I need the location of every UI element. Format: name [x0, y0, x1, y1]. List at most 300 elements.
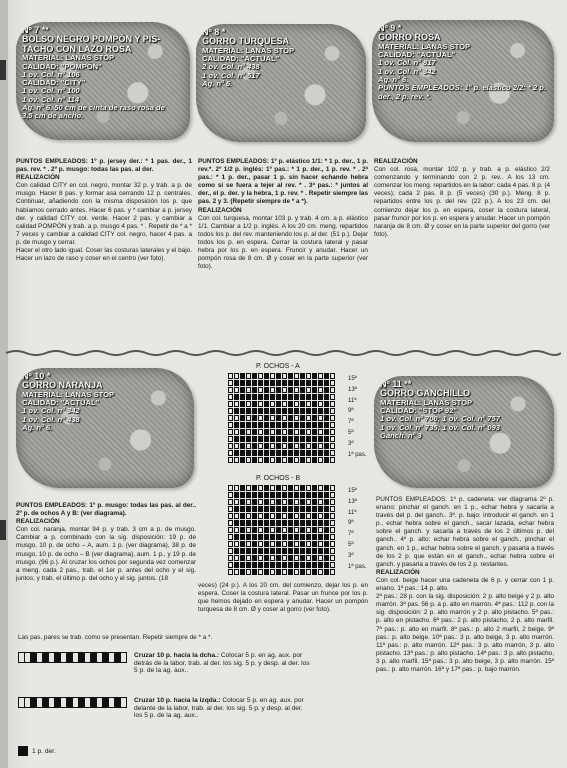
grid-cell	[306, 373, 311, 379]
grid-cell	[330, 394, 335, 400]
grid-cell	[246, 485, 251, 491]
grid-cell	[330, 408, 335, 414]
grid-cell	[294, 380, 299, 386]
grid-cell	[330, 443, 335, 449]
grid-cell	[264, 415, 269, 421]
grid-cell	[330, 555, 335, 561]
row-label: 7ª	[348, 419, 354, 426]
grid-cell	[318, 492, 323, 498]
grid-cell	[246, 527, 251, 533]
grid-cell	[318, 485, 323, 491]
grid-cell	[240, 548, 245, 554]
grid-cell	[228, 527, 233, 533]
grid-cell	[240, 422, 245, 428]
yarn-color: 1 ov. Col. nº 438	[22, 414, 80, 424]
grid-cell	[246, 555, 251, 561]
yarn-color: 1 ov. Col. nº 817	[378, 58, 436, 68]
yarn-color: 2 ov. Col. nº 438	[202, 62, 260, 72]
grid-cell	[294, 506, 299, 512]
legend-title: Cruzar 10 p. hacia la dcha.:	[134, 652, 220, 659]
decorative-separator	[6, 349, 561, 357]
grid-cell	[276, 569, 281, 575]
grid-cell	[276, 555, 281, 561]
legend-text: Colocar 5 p. en ag. aux. por delante de la labor, trab. al der. los sig. 5 p. y desp. al der. los 5 p. de la ag. aux..	[134, 697, 304, 720]
instructions-text: Con calidad CITY en col. negro, montar 32 p. y trab. a p. de musgo. Hacer 8 pas. y formar asa cerrando 12 p. centrales. Continuar, añadiendo con la misma disposición los p. que habíamos cerrado antes. Hacer 6 pas. y * cambiar a p. jersey der. y calidad CITY col. verde. Hacer 2 pas. y cambiar a calidad POMPÓN y trab. a p. musgo 4 pas. * . Repetir de * a * 7 veces y cambiar a calidad CITY col. negro, hacer 4 pas. a p. de musgo y cerrar.	[16, 182, 192, 246]
grid-cell	[294, 457, 299, 463]
grid-cell	[276, 534, 281, 540]
grid-cell	[312, 555, 317, 561]
grid-cell	[276, 422, 281, 428]
grid-cell	[252, 485, 257, 491]
grid-cell	[258, 373, 263, 379]
grid-cell	[264, 408, 269, 414]
yarn-quality: CALIDAD: "ACTUAL"	[378, 50, 456, 60]
grid-cell	[306, 429, 311, 435]
grid-cell	[312, 450, 317, 456]
grid-cell	[228, 401, 233, 407]
grid-cell	[276, 548, 281, 554]
grid-cell	[252, 534, 257, 540]
grid-cell	[246, 380, 251, 386]
grid-cell	[240, 534, 245, 540]
row-label: 1ª pas.	[348, 563, 367, 570]
yarn-color: 1 ov. Col. nº 106	[22, 69, 80, 79]
grid-cell	[306, 555, 311, 561]
grid-cell	[312, 387, 317, 393]
grid-cell	[294, 562, 299, 568]
grid-cell	[270, 548, 275, 554]
grid-cell	[264, 562, 269, 568]
grid-cell	[294, 429, 299, 435]
grid-cell	[288, 394, 293, 400]
grid-cell	[312, 548, 317, 554]
grid-cell	[276, 450, 281, 456]
grid-cell	[246, 401, 251, 407]
legend-cell	[67, 698, 72, 707]
stitches-used: PUNTOS EMPLEADOS: 1º p. elástico 2/2: * 2 p. der., 2 p. rev. *.	[378, 83, 547, 101]
grid-cell	[240, 513, 245, 519]
instructions-text: Con col. rosa, montar 102 p. y trab. a p. elástico 2/2 comenzando y terminando con 2 p. rev.. A los 13 cm. comenzar los meng. repartidos en la labor: cada 4 pas. 8 p. (4 veces); cada 2 pas. 8 p. (5 veces) (30 p.). Meng. 8 p. repartidos entre los p. del rev. (22 p.). A los 23 cm. del comienzo dejar los p. en espera, coser la costura lateral, pasar fruncir por los p. en espera y anudar. Hacer un pompón naranja de 8 cm. Ø y coser en la parte superior del gorro (ver foto).	[374, 166, 550, 238]
grid-cell	[324, 569, 329, 575]
grid-cell	[240, 457, 245, 463]
cross-right-legend	[134, 652, 310, 675]
needles: Ag. nº 6.	[22, 423, 53, 432]
grid-cell	[306, 569, 311, 575]
grid-cell	[276, 527, 281, 533]
legend-cell	[85, 698, 90, 707]
grid-cell	[246, 492, 251, 498]
material: MATERIAL: LANAS STOP	[22, 389, 115, 399]
grid-cell	[252, 569, 257, 575]
grid-cell	[246, 408, 251, 414]
grid-cell	[234, 541, 239, 547]
grid-cell	[312, 415, 317, 421]
section-heading: REALIZACIÓN	[16, 174, 60, 182]
pattern-title: GORRO GANCHILLO	[380, 388, 470, 399]
cross-left-symbol	[18, 697, 127, 708]
grid-cell	[294, 422, 299, 428]
grid-cell	[240, 527, 245, 533]
grid-cell	[288, 485, 293, 491]
grid-cell	[294, 373, 299, 379]
grid-cell	[252, 548, 257, 554]
grid-cell	[312, 429, 317, 435]
grid-cell	[300, 541, 305, 547]
grid-cell	[264, 499, 269, 505]
legend-cell	[31, 698, 36, 707]
row-label: 9ª	[348, 520, 354, 527]
grid-cell	[318, 506, 323, 512]
grid-cell	[228, 450, 233, 456]
grid-cell	[270, 436, 275, 442]
section-heading: REALIZACIÓN	[16, 518, 60, 526]
binding-mark	[0, 60, 6, 80]
grid-cell	[312, 408, 317, 414]
instructions-text: Hacer el otro lado igual. Coser las costuras laterales y el bajo. Hacer un lazo de raso y coser en el centro (ver foto).	[16, 247, 192, 263]
grid-cell	[264, 394, 269, 400]
grid-cell	[288, 429, 293, 435]
grid-cell	[312, 527, 317, 533]
grid-cell	[318, 401, 323, 407]
grid-cell	[282, 506, 287, 512]
grid-cell	[288, 513, 293, 519]
grid-cell	[258, 520, 263, 526]
grid-cell	[288, 555, 293, 561]
note-text: Las pas. pares se trab. como se presentan. Repetir siempre de * a *.	[18, 634, 213, 641]
grid-cell	[252, 387, 257, 393]
grid-cell	[234, 534, 239, 540]
grid-cell	[270, 422, 275, 428]
grid-cell	[330, 485, 335, 491]
material: MATERIAL: LANAS STOP	[378, 41, 471, 51]
grid-cell	[318, 457, 323, 463]
grid-cell	[270, 569, 275, 575]
yarn-color: 1 ov. Col. nº 517	[202, 70, 260, 80]
pattern-8-header	[202, 28, 294, 88]
grid-cell	[276, 387, 281, 393]
grid-cell	[324, 520, 329, 526]
grid-cell	[318, 541, 323, 547]
grid-cell	[330, 457, 335, 463]
grid-cell	[318, 443, 323, 449]
stitches-used: PUNTOS EMPLEADOS: 1º p. musgo: todas las pas. al der.. 2º p. de ochos A y B: (ver diagrama).	[16, 502, 196, 518]
grid-cell	[282, 436, 287, 442]
grid-cell	[228, 506, 233, 512]
legend-cell	[19, 698, 24, 707]
grid-cell	[282, 548, 287, 554]
grid-cell	[300, 499, 305, 505]
grid-cell	[330, 541, 335, 547]
pattern-9-instructions	[374, 158, 550, 239]
grid-cell	[246, 569, 251, 575]
legend-cell	[67, 653, 72, 662]
grid-cell	[240, 450, 245, 456]
grid-cell	[282, 520, 287, 526]
grid-cell	[318, 450, 323, 456]
grid-cell	[228, 387, 233, 393]
grid-cell	[294, 513, 299, 519]
grid-cell	[288, 450, 293, 456]
instructions-text: Con col. naranja, montar 94 p. y trab. 3 cm a p. de musgo. Cambiar a p. combinado con la sig. disposición: 19 p. de musgo, 10 p. de ocho – A, aum. 1 p. (ver diagrama), 38 p. de musgo, 10 p. de ocho – B (ver diagrama), aum. 1 p., y 19 p. de musgo. (96 p.). Al cruzar los ochos por segunda vez comenzar a meng. cada 2 pas., trab. el 1er p. antes del ocho y el sig. juntos; y trab. el último p. del ocho y el sig. juntos. (18	[16, 526, 196, 582]
grid-cell	[264, 443, 269, 449]
grid-cell	[312, 569, 317, 575]
grid-cell	[282, 401, 287, 407]
grid-cell	[276, 513, 281, 519]
grid-cell	[288, 401, 293, 407]
grid-cell	[330, 422, 335, 428]
grid-cell	[276, 380, 281, 386]
grid-cell	[240, 415, 245, 421]
grid-cell	[228, 562, 233, 568]
grid-cell	[270, 541, 275, 547]
grid-cell	[234, 408, 239, 414]
grid-cell	[234, 499, 239, 505]
grid-cell	[288, 380, 293, 386]
grid-cell	[234, 394, 239, 400]
grid-cell	[324, 380, 329, 386]
grid-cell	[264, 569, 269, 575]
grid-cell	[246, 387, 251, 393]
legend-cell	[85, 653, 90, 662]
legend-cell	[103, 653, 108, 662]
grid-cell	[300, 401, 305, 407]
pattern-8-instructions	[198, 158, 368, 271]
grid-cell	[246, 450, 251, 456]
grid-cell	[258, 527, 263, 533]
grid-cell	[300, 387, 305, 393]
yarn-quality: CALIDAD: "ACTUAL"	[202, 54, 280, 64]
grid-cell	[228, 485, 233, 491]
grid-cell	[282, 450, 287, 456]
grid-cell	[258, 541, 263, 547]
grid-cell	[276, 457, 281, 463]
pattern-title: GORRO ROSA	[378, 32, 441, 43]
grid-cell	[240, 492, 245, 498]
grid-cell	[300, 569, 305, 575]
grid-cell	[252, 394, 257, 400]
legend-cell	[109, 698, 114, 707]
grid-cell	[228, 520, 233, 526]
grid-cell	[276, 429, 281, 435]
grid-cell	[258, 450, 263, 456]
grid-cell	[330, 492, 335, 498]
yarn-color: 1 ov. Col. nº 114	[22, 94, 80, 104]
grid-cell	[282, 541, 287, 547]
grid-cell	[294, 569, 299, 575]
grid-cell	[270, 373, 275, 379]
grid-cell	[282, 492, 287, 498]
legend-cell	[37, 653, 42, 662]
grid-cell	[330, 450, 335, 456]
grid-cell	[240, 429, 245, 435]
pattern-number: Nº 10 *	[22, 371, 51, 381]
row-label: 3ª	[348, 440, 354, 447]
grid-cell	[252, 541, 257, 547]
grid-cell	[312, 541, 317, 547]
grid-cell	[234, 562, 239, 568]
grid-cell	[288, 436, 293, 442]
grid-cell	[312, 457, 317, 463]
grid-cell	[234, 513, 239, 519]
grid-cell	[324, 450, 329, 456]
grid-cell	[276, 562, 281, 568]
legend-cell	[91, 653, 96, 662]
grid-cell	[288, 562, 293, 568]
grid-cell	[330, 506, 335, 512]
grid-cell	[312, 506, 317, 512]
grid-cell	[234, 380, 239, 386]
grid-cell	[294, 436, 299, 442]
grid-cell	[288, 443, 293, 449]
grid-cell	[240, 387, 245, 393]
grid-cell	[258, 436, 263, 442]
grid-cell	[288, 422, 293, 428]
instructions-text: veces) (24 p.). A los 20 cm. del comienzo, dejar los p. en espera. Coser la costura lateral. Pasar un frunce por los p. que hemos dejado en espera y anudar. Hacer un pompón turquesa de 8 cm. Ø y coser al gorro (ver foto).	[198, 582, 368, 614]
grid-cell	[252, 436, 257, 442]
grid-cell	[228, 499, 233, 505]
pattern-title: BOLSO NEGRO POMPÓN Y PIS-TACHO CON LAZO ROSA	[22, 34, 161, 54]
grid-cell	[318, 415, 323, 421]
grid-cell	[240, 569, 245, 575]
grid-cell	[228, 555, 233, 561]
grid-cell	[312, 513, 317, 519]
grid-cell	[318, 436, 323, 442]
grid-cell	[228, 534, 233, 540]
grid-cell	[270, 443, 275, 449]
grid-cell	[246, 499, 251, 505]
grid-cell	[258, 555, 263, 561]
grid-cell	[294, 548, 299, 554]
grid-cell	[240, 520, 245, 526]
legend-cell	[61, 698, 66, 707]
grid-cell	[330, 520, 335, 526]
legend-cell	[25, 698, 30, 707]
grid-cell	[300, 492, 305, 498]
grid-cell	[228, 548, 233, 554]
grid-cell	[252, 506, 257, 512]
grid-cell	[288, 457, 293, 463]
legend-cell	[73, 698, 78, 707]
grid-cell	[330, 534, 335, 540]
grid-cell	[306, 534, 311, 540]
grid-cell	[324, 506, 329, 512]
grid-cell	[252, 457, 257, 463]
grid-cell	[300, 450, 305, 456]
grid-cell	[306, 387, 311, 393]
grid-cell	[300, 436, 305, 442]
grid-cell	[246, 520, 251, 526]
grid-cell	[282, 562, 287, 568]
cross-left-legend	[134, 697, 310, 720]
grid-cell	[306, 513, 311, 519]
grid-cell	[294, 387, 299, 393]
grid-cell	[258, 415, 263, 421]
pattern-number: Nº 9 *	[378, 23, 402, 33]
grid-cell	[312, 380, 317, 386]
grid-cell	[258, 506, 263, 512]
row-label: 13ª	[348, 498, 357, 505]
grid-cell	[300, 520, 305, 526]
grid-cell	[228, 429, 233, 435]
grid-cell	[252, 520, 257, 526]
diagram-b-grid	[228, 485, 335, 575]
grid-cell	[252, 415, 257, 421]
grid-cell	[276, 499, 281, 505]
grid-cell	[300, 408, 305, 414]
grid-cell	[276, 520, 281, 526]
grid-cell	[258, 499, 263, 505]
pattern-number: Nº 8 *	[202, 27, 226, 37]
grid-cell	[324, 394, 329, 400]
stitches-used: PUNTOS EMPLEADOS: 1º p. elástico 1/1: * 1 p. der., 1 p. rev.*. 2º 1/2 p. inglés: 1º pas.: * 1 p. der., 1 p. rev. * . 2ª pas.: * 1 p. der., pasar 1 p. sin hacer echando hebra como si se fuera a tejer al rev. * . 3ª pas.: * juntos al der., el p. der. y la hebra, 1 p. rev. * . Repetir siempre las pas. 2 y 3. (Repetir siempre de * a *).	[198, 158, 368, 206]
grid-cell	[270, 534, 275, 540]
grid-cell	[318, 548, 323, 554]
grid-cell	[306, 408, 311, 414]
grid-cell	[228, 422, 233, 428]
grid-cell	[288, 408, 293, 414]
grid-cell	[330, 373, 335, 379]
grid-cell	[258, 429, 263, 435]
grid-cell	[258, 457, 263, 463]
grid-cell	[330, 527, 335, 533]
section-heading: REALIZACIÓN	[376, 568, 420, 576]
grid-cell	[234, 485, 239, 491]
legend-cell	[37, 698, 42, 707]
pattern-10-header	[22, 372, 114, 432]
grid-cell	[330, 429, 335, 435]
legend-cell	[73, 653, 78, 662]
grid-cell	[228, 408, 233, 414]
grid-cell	[312, 534, 317, 540]
grid-cell	[306, 548, 311, 554]
grid-cell	[282, 485, 287, 491]
grid-cell	[306, 401, 311, 407]
grid-cell	[264, 492, 269, 498]
legend-text: Colocar 5 p. en ag. aux. por detrás de la labor, trab. al der. los sig. 5 p. y desp. al der. los 5 p. de la ag. aux..	[134, 652, 310, 675]
grid-cell	[264, 387, 269, 393]
grid-cell	[282, 527, 287, 533]
grid-cell	[306, 415, 311, 421]
grid-cell	[306, 520, 311, 526]
grid-cell	[324, 443, 329, 449]
grid-cell	[246, 436, 251, 442]
grid-cell	[282, 415, 287, 421]
grid-cell	[312, 373, 317, 379]
grid-cell	[270, 562, 275, 568]
knit-stitch-symbol	[18, 746, 28, 756]
grid-cell	[264, 429, 269, 435]
grid-cell	[234, 457, 239, 463]
grid-cell	[306, 541, 311, 547]
grid-cell	[270, 457, 275, 463]
instructions-text: Con col. turquesa, montar 103 p. y trab. 4 cm. a p. elástico 1/1. Cambiar a 1/2 p. inglés. A los 20 cm. meng. repartidos todos los p. del rev. manteniendo los p. al der. (51 p.). Dejar todos los p. en espera. Cerrar la costura lateral y pasar hebra por los p. en espera. Fruncir y anudar. Hacer un pompón rosa de 8 cm. Ø y coser en la parte superior (ver foto).	[198, 214, 368, 271]
grid-cell	[270, 387, 275, 393]
grid-cell	[300, 415, 305, 421]
grid-cell	[264, 520, 269, 526]
yarn-color: 1 ov. Col. nº 700; 1 ov. Col. nº 757	[380, 414, 500, 424]
grid-cell	[246, 443, 251, 449]
grid-cell	[252, 429, 257, 435]
grid-cell	[270, 499, 275, 505]
grid-cell	[234, 527, 239, 533]
pattern-7-plate	[16, 22, 190, 140]
grid-cell	[300, 394, 305, 400]
legend-cell	[31, 653, 36, 662]
grid-cell	[252, 527, 257, 533]
grid-cell	[258, 401, 263, 407]
grid-cell	[228, 513, 233, 519]
pattern-9-header	[378, 24, 548, 101]
